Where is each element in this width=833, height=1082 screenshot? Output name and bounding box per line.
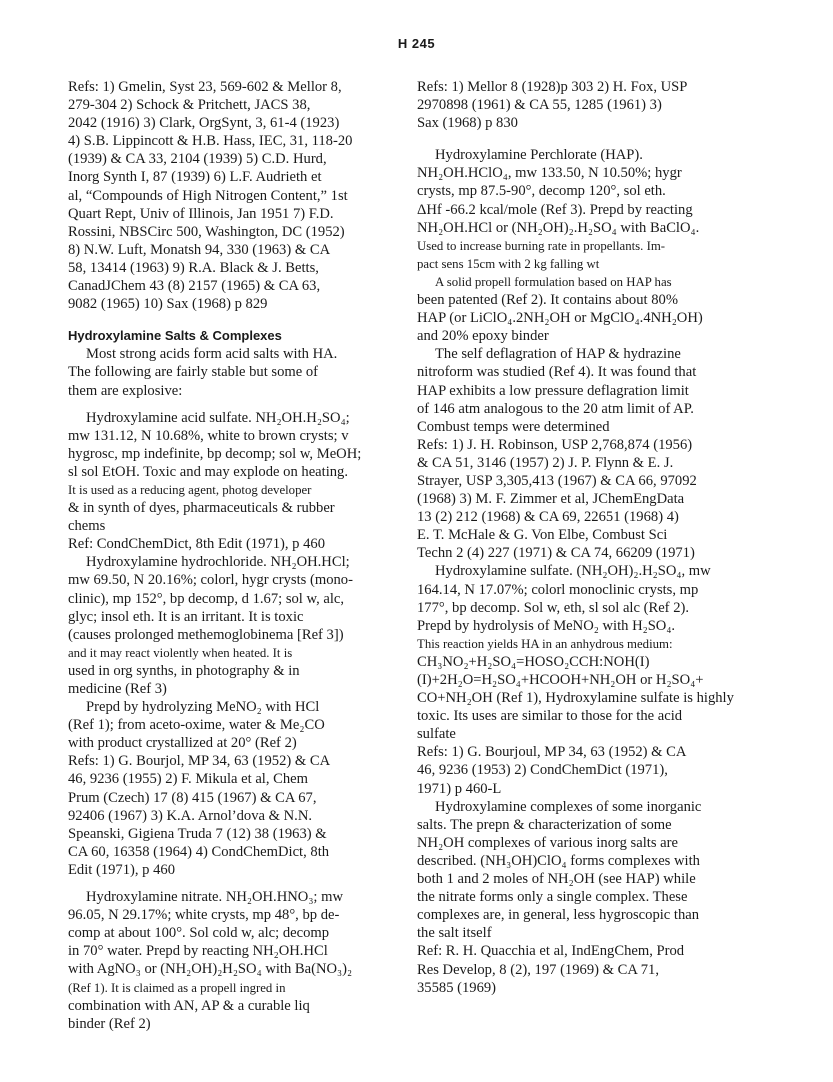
text-line: crysts, mp 87.5-90°, decomp 120°, sol eth. xyxy=(417,183,666,200)
text-line: HAP (or LiClO₄.2NH₂OH or MgClO₄.4NH₂OH) xyxy=(417,310,703,327)
text-line: 35585 (1969) xyxy=(417,979,497,996)
text-line: Combust temps were determined xyxy=(417,418,610,435)
text-line: Most strong acids form acid salts with HA. xyxy=(86,346,338,363)
text-line: 46, 9236 (1955) 2) F. Mikula et al, Chem xyxy=(68,771,309,788)
text-line: A solid propell formulation based on HAP has xyxy=(435,274,672,289)
entry-title-line: Hydroxylamine hydrochloride. NH₂OH.HCl; xyxy=(86,554,350,571)
text-line: Refs: 1) Gmelin, Syst 23, 569-602 & Mellor 8, xyxy=(68,79,342,95)
text-line: Refs: 1) G. Bourjoul, MP 34, 63 (1952) & CA xyxy=(417,744,687,761)
text-line: NH₂OH.HClO₄, mw 133.50, N 10.50%; hygr xyxy=(417,165,682,182)
text-line: mw 69.50, N 20.16%; colorl, hygr crysts (mono- xyxy=(68,572,353,589)
text-line: Used to increase burning rate in propellants. Im- xyxy=(417,238,666,253)
text-line: combination with AN, AP & a curable liq xyxy=(68,997,310,1014)
text-line: the nitrate forms only a single complex. These xyxy=(417,889,688,906)
text-line: 8) N.W. Luft, Monatsh 94, 330 (1963) & CA xyxy=(68,241,331,258)
text-line: Ref: R. H. Quacchia et al, IndEngChem, Prod xyxy=(417,943,685,960)
text-line: It is used as a reducing agent, photog developer xyxy=(68,482,312,497)
text-line: Ref: CondChemDict, 8th Edit (1971), p 460 xyxy=(68,536,325,553)
text-line: CA 60, 16358 (1964) 4) CondChemDict, 8th xyxy=(68,843,330,860)
text-line: Strayer, USP 3,305,413 (1967) & CA 66, 97092 xyxy=(417,472,697,489)
text-line: described. (NH₃OH)ClO₄ forms complexes with xyxy=(417,852,700,869)
text-line: 164.14, N 17.07%; colorl monoclinic crysts, mp xyxy=(417,581,699,598)
text-line: Prepd by hydrolyzing MeNO₂ with HCl xyxy=(86,699,320,716)
text-line: both 1 and 2 moles of NH₂OH (see HAP) while xyxy=(417,871,696,888)
left-column xyxy=(68,78,400,1033)
text-line: pact sens 15cm with 2 kg falling wt xyxy=(417,256,600,271)
text-line: medicine (Ref 3) xyxy=(68,681,167,697)
text-line: The self deflagration of HAP & hydrazine xyxy=(435,346,681,363)
text-line: glyc; insol eth. It is an irritant. It is toxic xyxy=(68,608,304,625)
text-line: (1939) & CA 33, 2104 (1939) 5) C.D. Hurd, xyxy=(68,151,327,168)
text-line: of 146 atm analogous to the 20 atm limit of AP. xyxy=(417,400,694,417)
text-line: sulfate xyxy=(417,726,456,743)
text-line: (I)+2H₂O=H₂SO₄+HCOOH+NH₂OH or H₂SO₄+ xyxy=(417,672,704,688)
text-line: Prepd by hydrolysis of MeNO₂ with H₂SO₄. xyxy=(417,617,676,634)
text-line: Quart Rept, Univ of Illinois, Jan 1951 7) F.D. xyxy=(68,205,334,222)
text-line: ΔHf -66.2 kcal/mole (Ref 3). Prepd by reacting xyxy=(417,201,693,218)
text-line: E. T. McHale & G. Von Elbe, Combust Sci xyxy=(417,527,668,544)
text-line: Speanski, Gigiena Truda 7 (12) 38 (1963) & xyxy=(68,825,327,842)
text-line: NH₂OH complexes of various inorg salts are xyxy=(417,834,678,851)
text-line: 9082 (1965) 10) Sax (1968) p 829 xyxy=(68,296,268,313)
text-line: CH₃NO₂+H₂SO₄=HOSO₂CCH:NOH(I) xyxy=(417,653,650,670)
text-line: NH₂OH.HCl or (NH₂OH)₂.H₂SO₄ with BaClO₄. xyxy=(417,219,700,236)
section-heading: Hydroxylamine Salts & Complexes xyxy=(68,328,282,344)
text-line: mw 131.12, N 10.68%, white to brown crysts; v xyxy=(68,427,349,444)
entry-title-line: Hydroxylamine acid sulfate. NH₂OH.H₂SO₄; xyxy=(86,409,350,426)
text-line: Prum (Czech) 17 (8) 415 (1967) & CA 67, xyxy=(68,789,317,806)
text-line: and 20% epoxy binder xyxy=(417,328,549,345)
text-line: 46, 9236 (1953) 2) CondChemDict (1971), xyxy=(417,762,668,779)
text-line: in 70° water. Prepd by reacting NH₂OH.HCl xyxy=(68,943,328,960)
text-line: 177°, bp decomp. Sol w, eth, sl sol alc (Ref 2). xyxy=(417,599,689,616)
text-line: 13 (2) 212 (1968) & CA 69, 22651 (1968) 4) xyxy=(417,509,679,526)
text-line: comp at about 100°. Sol cold w, alc; decomp xyxy=(68,925,330,942)
text-line: the salt itself xyxy=(417,925,492,942)
text-line: 1971) p 460-L xyxy=(417,780,502,797)
text-line: complexes are, in general, less hygroscopic than xyxy=(417,907,700,924)
text-line: 2970898 (1961) & CA 55, 1285 (1961) 3) xyxy=(417,97,662,114)
text-line: been patented (Ref 2). It contains about 80% xyxy=(417,292,678,309)
text-line: sl sol EtOH. Toxic and may explode on heating. xyxy=(68,463,348,480)
entry-title-line: Hydroxylamine complexes of some inorganic xyxy=(435,798,702,815)
text-line: & CA 51, 3146 (1957) 2) J. P. Flynn & E. J. xyxy=(417,454,674,471)
text-line: 2042 (1916) 3) Clark, OrgSynt, 3, 61-4 (1923) xyxy=(68,115,340,132)
text-line: al, “Compounds of High Nitrogen Content,” 1st xyxy=(68,187,348,204)
text-line: Rossini, NBSCirc 500, Washington, DC (1952) xyxy=(68,223,345,240)
text-line: Techn 2 (4) 227 (1971) & CA 74, 66209 (1971) xyxy=(417,545,695,562)
entry-title-line: Hydroxylamine sulfate. (NH₂OH)₂.H₂SO₄, mw xyxy=(435,563,711,580)
text-line: 92406 (1967) 3) K.A. Arnol’dova & N.N. xyxy=(68,807,313,824)
text-line: CanadJChem 43 (8) 2157 (1965) & CA 63, xyxy=(68,278,321,295)
text-line: nitroform was studied (Ref 4). It was found that xyxy=(417,364,697,381)
text-line: Res Develop, 8 (2), 197 (1969) & CA 71, xyxy=(417,961,659,978)
text-line: (causes prolonged methemoglobinema [Ref 3]) xyxy=(68,626,344,643)
text-line: Refs: 1) Mellor 8 (1928)p 303 2) H. Fox, USP xyxy=(417,79,688,95)
text-line: with product crystallized at 20° (Ref 2) xyxy=(68,735,297,752)
text-line: 58, 13414 (1963) 9) R.A. Black & J. Betts, xyxy=(68,259,319,276)
text-line: 4) S.B. Lippincott & H.B. Hass, IEC, 31, 118-20 xyxy=(68,133,353,150)
text-line: with AgNO₃ or (NH₂OH)₂H₂SO₄ with Ba(NO₃)₂ xyxy=(68,961,353,978)
text-line: and it may react violently when heated. It is xyxy=(68,645,293,660)
text-line: chems xyxy=(68,518,106,535)
text-line: hygrosc, mp indefinite, bp decomp; sol w, MeOH; xyxy=(68,445,362,462)
text-line: Refs: 1) G. Bourjol, MP 34, 63 (1952) & CA xyxy=(68,753,331,770)
text-line: 279-304 2) Schock & Pritchett, JACS 38, xyxy=(68,97,311,114)
text-line: HAP exhibits a low pressure deflagration limit xyxy=(417,382,689,399)
page-number-header: H 245 xyxy=(397,36,436,51)
text-line: them are explosive: xyxy=(68,382,183,399)
text-line: The following are fairly stable but some of xyxy=(68,364,319,381)
text-line: (1968) 3) M. F. Zimmer et al, JChemEngData xyxy=(417,491,685,508)
text-line: (Ref 1); from aceto-oxime, water & Me₂CO xyxy=(68,717,325,734)
entry-title-line: Hydroxylamine Perchlorate (HAP). xyxy=(435,147,643,164)
text-line: Edit (1971), p 460 xyxy=(68,861,176,878)
text-line: Inorg Synth I, 87 (1939) 6) L.F. Audrieth et xyxy=(68,169,322,186)
text-line: & in synth of dyes, pharmaceuticals & rubber xyxy=(68,500,335,517)
text-line: toxic. Its uses are similar to those for the acid xyxy=(417,708,683,725)
text-line: Refs: 1) J. H. Robinson, USP 2,768,874 (1956) xyxy=(417,436,693,453)
text-line: Sax (1968) p 830 xyxy=(417,115,518,132)
entry-title-line: Hydroxylamine nitrate. NH₂OH.HNO₃; mw xyxy=(86,889,344,906)
text-line: salts. The prepn & characterization of some xyxy=(417,816,672,833)
text-line: CO+NH₂OH (Ref 1), Hydroxylamine sulfate is highly xyxy=(417,690,734,707)
text-line: 96.05, N 29.17%; white crysts, mp 48°, bp de- xyxy=(68,907,340,924)
right-column xyxy=(417,78,755,997)
text-line: (Ref 1). It is claimed as a propell ingred in xyxy=(68,980,286,995)
text-line: binder (Ref 2) xyxy=(68,1015,151,1032)
text-line: This reaction yields HA in an anhydrous medium: xyxy=(417,636,673,651)
text-line: used in org synths, in photography & in xyxy=(68,662,300,679)
text-line: clinic), mp 152°, bp decomp, d 1.67; sol w, alc, xyxy=(68,590,345,607)
